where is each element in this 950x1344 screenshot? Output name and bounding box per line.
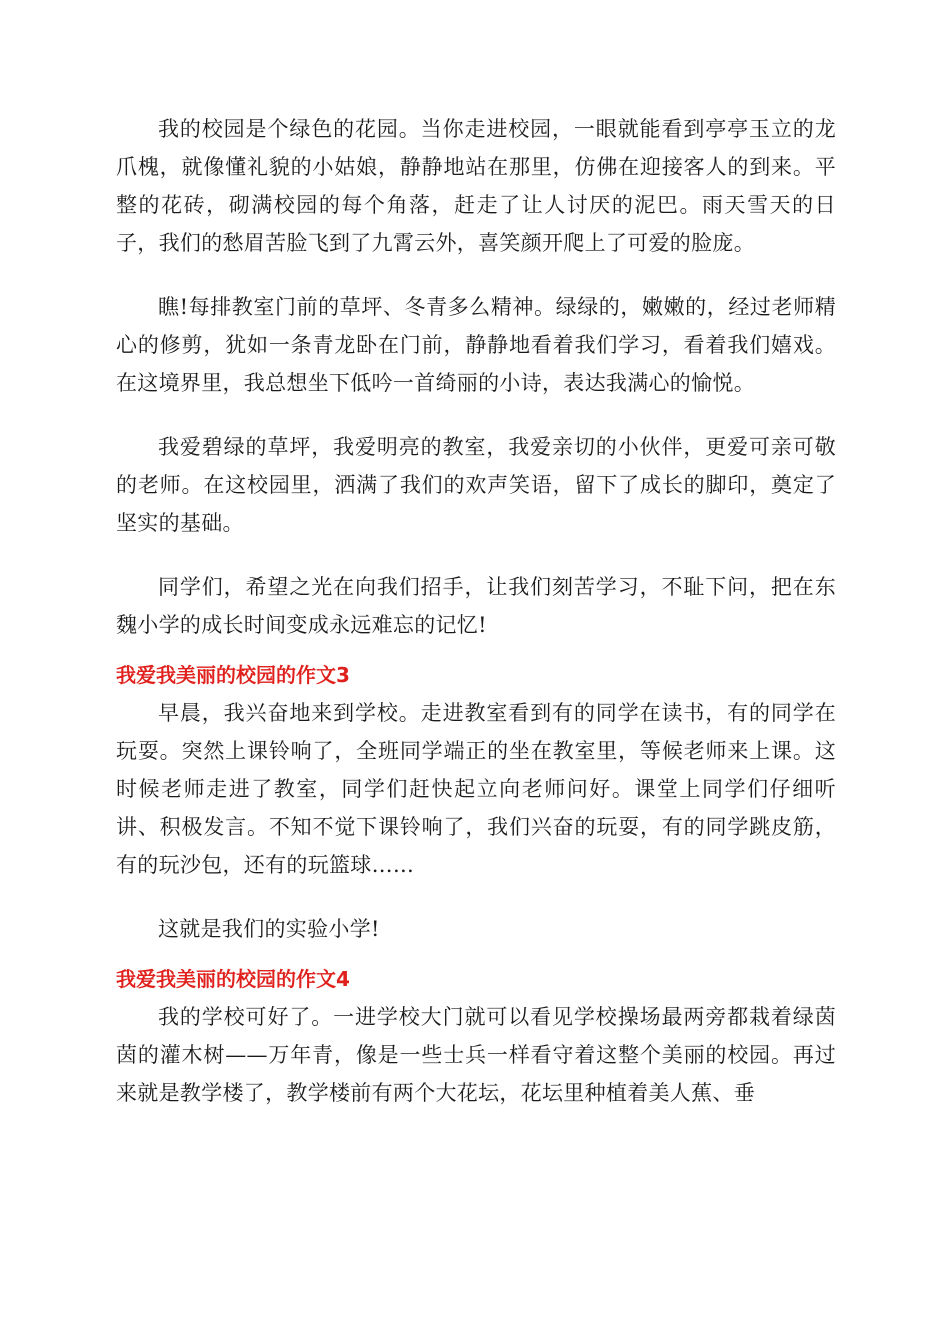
section-3-heading: 我爱我美丽的校园的作文3 [116,663,350,687]
paragraph: 我爱碧绿的草坪，我爱明亮的教室，我爱亲切的小伙伴，更爱可亲可敬的老师。在这校园里，洒满了我们的欢声笑语，留下了成长的脚印，奠定了坚实的基础。 [116,435,836,535]
paragraph: 我的校园是个绿色的花园。当你走进校园，一眼就能看到亭亭玉立的龙爪槐，就像懂礼貌的小姑娘，静静地站在那里，仿佛在迎接客人的到来。平整的花砖，砌满校园的每个角落，赶走了让人讨厌的泥巴。雨天雪天的日子，我们的愁眉苦脸飞到了九霄云外，喜笑颜开爬上了可爱的脸庞。 [116,117,836,255]
paragraph: 我的学校可好了。一进学校大门就可以看见学校操场最两旁都栽着绿茵茵的灌木树——万年青，像是一些士兵一样看守着这整个美丽的校园。再过来就是教学楼了，教学楼前有两个大花坛，花坛里种植着美人蕉、垂 [116,1005,836,1105]
paragraph: 这就是我们的实验小学! [158,917,380,941]
paragraph: 瞧!每排教室门前的草坪、冬青多么精神。绿绿的，嫩嫩的，经过老师精心的修剪，犹如一条青龙卧在门前，静静地看着我们学习，看着我们嬉戏。在这境界里，我总想坐下低吟一首绮丽的小诗，表达我满心的愉悦。 [116,295,836,395]
essay-body [116,110,836,1138]
paragraph: 同学们，希望之光在向我们招手，让我们刻苦学习，不耻下问，把在东魏小学的成长时间变成永远难忘的记忆! [116,575,836,637]
section-4-heading: 我爱我美丽的校园的作文4 [116,967,350,991]
paragraph: 早晨，我兴奋地来到学校。走进教室看到有的同学在读书，有的同学在玩耍。突然上课铃响了，全班同学端正的坐在教室里，等候老师来上课。这时候老师走进了教室，同学们赶快起立向老师问好。课堂上同学们仔细听讲、积极发言。不知不觉下课铃响了，我们兴奋的玩耍，有的同学跳皮筋，有的玩沙包，还有的玩篮球…… [116,701,836,877]
